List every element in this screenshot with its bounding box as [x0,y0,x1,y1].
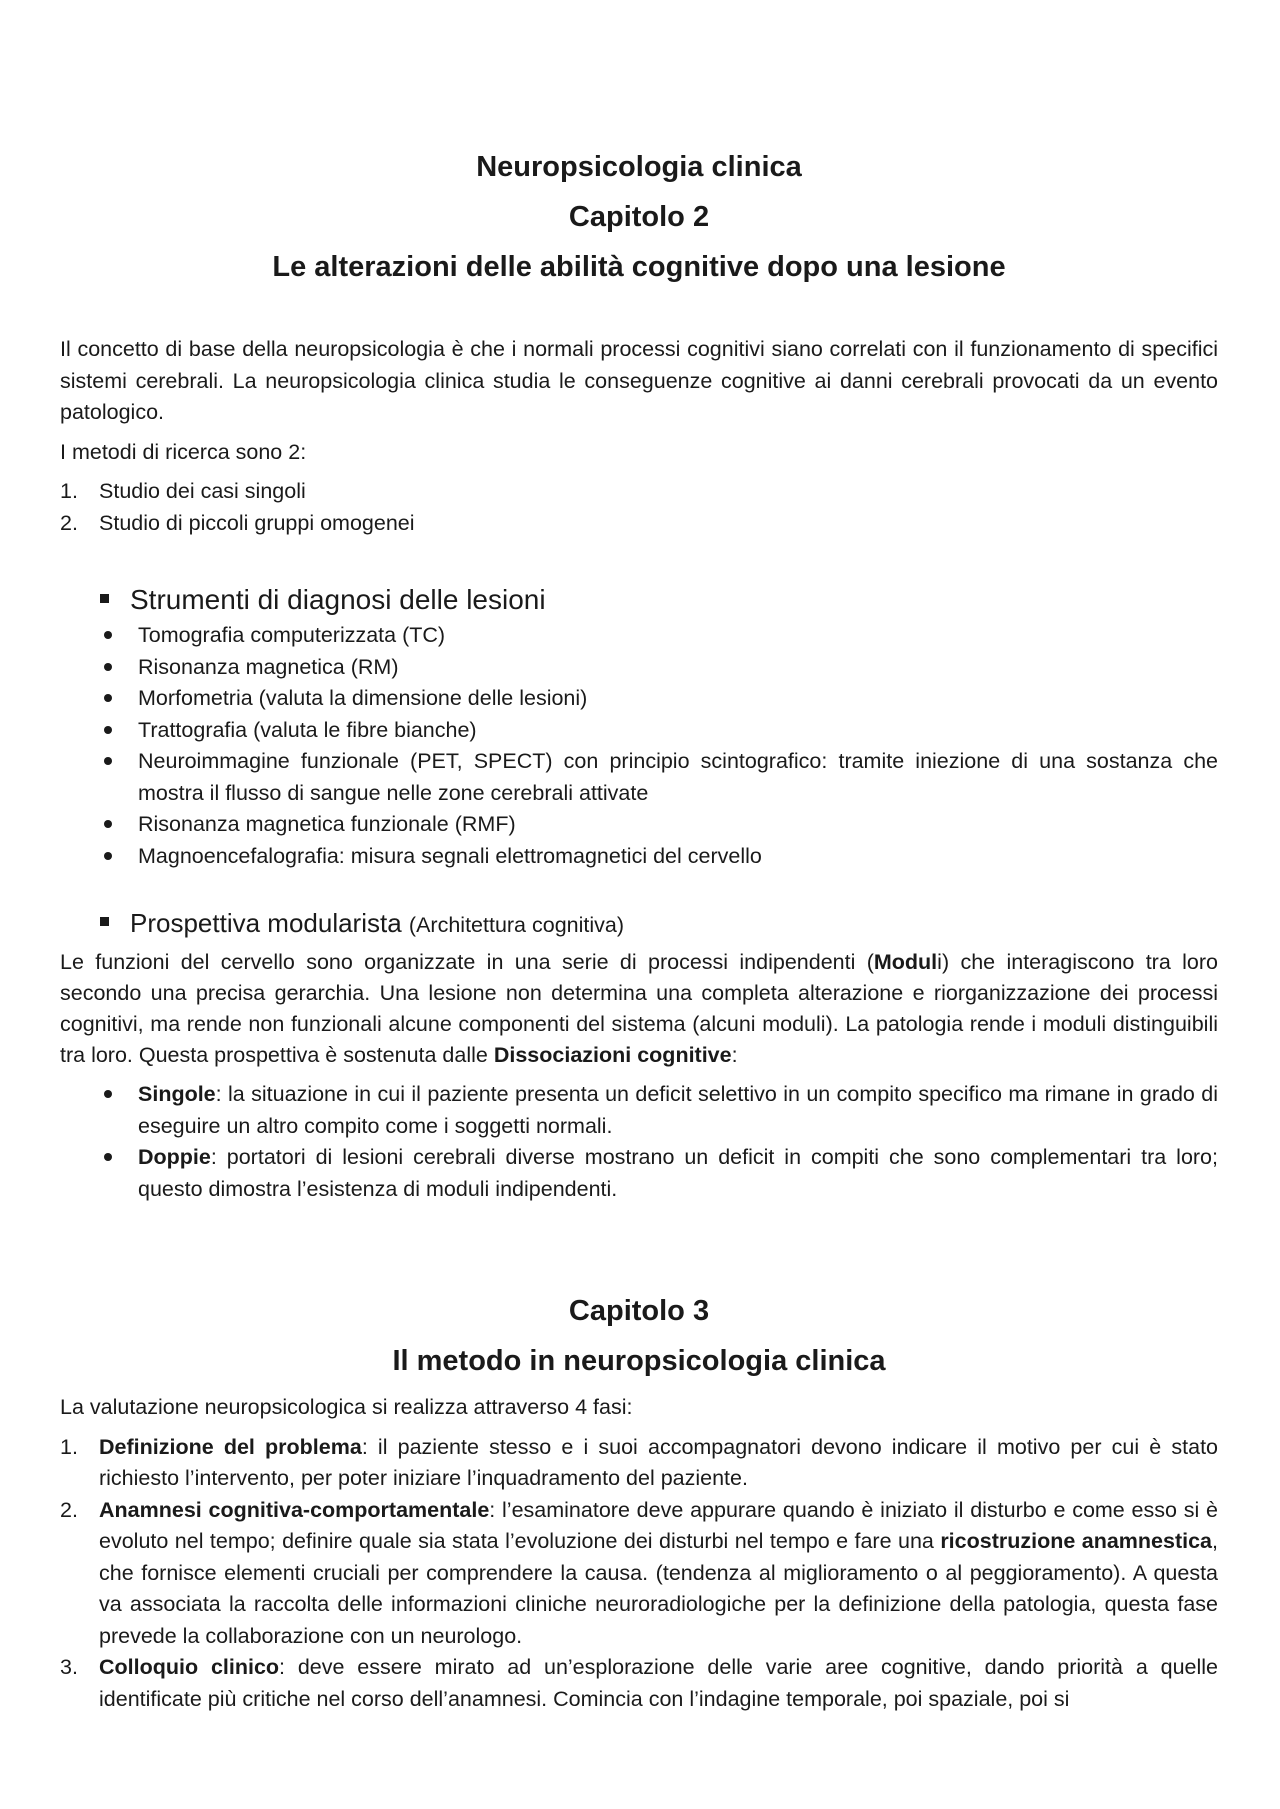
list-term: Anamnesi cognitiva-comportamentale [99,1497,490,1522]
list-text: : la situazione in cui il paziente presenta un deficit selettivo in un compito specifico ma rimane in grado di eseguire un altro compito come i soggetti normali. [138,1082,1218,1138]
bullet-icon [104,820,112,828]
list-number: 2. [60,1497,78,1522]
list-term: Colloquio clinico [99,1655,280,1679]
modular-heading-text: Prospettiva modularista [130,908,402,938]
list-text: Studio dei casi singoli [99,479,306,503]
bullet-icon [104,1153,112,1161]
modular-heading [60,903,1218,945]
chapter-3-lead: La valutazione neuropsicologica si realizza attraverso 4 fasi: [60,1395,633,1419]
square-bullet-icon [100,917,109,926]
title-block [60,142,1218,292]
list-text: Magnoencefalografia: misura segnali elettromagnetici del cervello [138,843,762,868]
list-text: Tomografia computerizzata (TC) [138,623,446,647]
list-item [60,652,1218,684]
modular-section [60,903,1218,1205]
list-text: : portatori di lesioni cerebrali diverse mostrano un deficit in compiti che sono complementari tra loro; questo dimostra l’esistenza di moduli indipendenti. [138,1145,1218,1201]
bullet-icon [104,663,112,671]
modular-paragraph [60,947,1218,1071]
bullet-icon [104,757,112,765]
list-text: Trattografia (valuta le fibre bianche) [138,717,477,742]
text-run: Le funzioni del cervello sono organizzate in una serie di processi indipendenti ( [60,950,874,974]
list-item [60,809,1218,841]
bold-run: Dissociazioni cognitive [493,1043,732,1067]
list-text: : deve essere mirato ad un’esplorazione delle varie aree cognitive, dando priorità a quelle identificate più critiche nel corso dell’anamnesi. Comincia con l’indagine temporale, poi spaziale, poi si [99,1655,1218,1711]
chapter-3-heading: Capitolo 3 [568,1295,710,1327]
list-item [60,715,1218,747]
list-item [60,1142,1218,1205]
diagnosis-heading [60,580,1218,620]
bullet-icon [104,852,112,860]
list-item [60,1079,1218,1142]
list-text: Risonanza magnetica (RM) [138,654,399,679]
intro-paragraph: Il concetto di base della neuropsicologia è che i normali processi cognitivi siano correlati con il funzionamento di specifici sistemi cerebrali. La neuropsicologia clinica studia le conseguenze cognitive ai danni cerebrali provocati da un evento patologico. [60,337,1218,424]
text-run: : [731,1043,738,1067]
list-item [60,1432,1218,1495]
chapter-2-subtitle: Le alterazioni delle abilità cognitive dopo una lesione [272,251,1006,283]
chapter-3-section [60,1392,1218,1715]
chapter-2-heading: Capitolo 2 [568,201,710,233]
intro-section [60,334,1218,539]
list-text: : il paziente stesso e i suoi accompagnatori devono indicare il motivo per cui è stato richiesto l’intervento, per poter iniziare l’inquadramento del paziente. [99,1434,1218,1490]
document-title: Neuropsicologia clinica [476,151,802,183]
dissociations-list [60,1079,1218,1205]
list-item [60,746,1218,809]
bullet-icon [104,694,112,702]
list-item [60,1652,1218,1715]
list-text: : l’esaminatore deve appurare quando è iniziato il disturbo e come esso si è evoluto nel tempo; definire quale sia stata l’evoluzione dei disturbi nel tempo e fare una [99,1497,1218,1553]
bullet-icon [104,1090,112,1098]
list-text: , che fornisce elementi cruciali per comprendere la causa. (tendenza al miglioramento o al peggioramento). A questa va associata la raccolta delle informazioni cliniche neuroradiologiche per la definizione della patologia, questa fase prevede la collaborazione con un neurologo. [99,1529,1218,1648]
chapter-3-subtitle: Il metodo in neuropsicologia clinica [392,1345,886,1377]
bold-run: Modul [873,950,938,974]
methods-lead: I metodi di ricerca sono 2: [60,439,307,464]
phases-list [60,1432,1218,1716]
list-term: Definizione del problema [99,1434,362,1459]
list-item [60,620,1218,652]
list-text: Morfometria (valuta la dimensione delle lesioni) [138,686,588,710]
text-run: i) che interagiscono tra loro secondo una precisa gerarchia. Una lesione non determina una completa alterazione e riorganizzazione dei processi cognitivi, ma rende non funzionali alcune componenti del sistema (alcuni moduli). La patologia rende i moduli distinguibili tra loro. Questa prospettiva è sostenuta dalle [60,950,1218,1067]
list-item [60,841,1218,873]
modular-heading-sub: (Architettura cognitiva) [408,913,625,937]
bullet-icon [104,726,112,734]
diagnosis-heading-text: Strumenti di diagnosi delle lesioni [130,584,546,615]
list-item [60,508,1218,540]
list-text: Risonanza magnetica funzionale (RMF) [138,812,516,836]
bullet-icon [104,631,112,639]
list-number: 1. [60,1434,78,1459]
list-term: Singole [138,1082,216,1106]
list-number: 2. [60,510,78,535]
chapter-3-title-block [60,1286,1218,1386]
list-text: Studio di piccoli gruppi omogenei [99,510,415,535]
list-number: 1. [60,479,78,503]
list-number: 3. [60,1655,78,1679]
diagnosis-list [60,620,1218,872]
list-term: ricostruzione anamnestica [940,1529,1213,1553]
diagnosis-section [60,580,1218,872]
list-text: Neuroimmagine funzionale (PET, SPECT) con principio scintografico: tramite iniezione di una sostanza che mostra il flusso di sangue nelle zone cerebrali attivate [138,749,1218,805]
list-term: Doppie [138,1145,211,1169]
list-item [60,476,1218,508]
list-item [60,1495,1218,1653]
list-item [60,683,1218,715]
square-bullet-icon [100,594,109,603]
methods-list [60,476,1218,539]
